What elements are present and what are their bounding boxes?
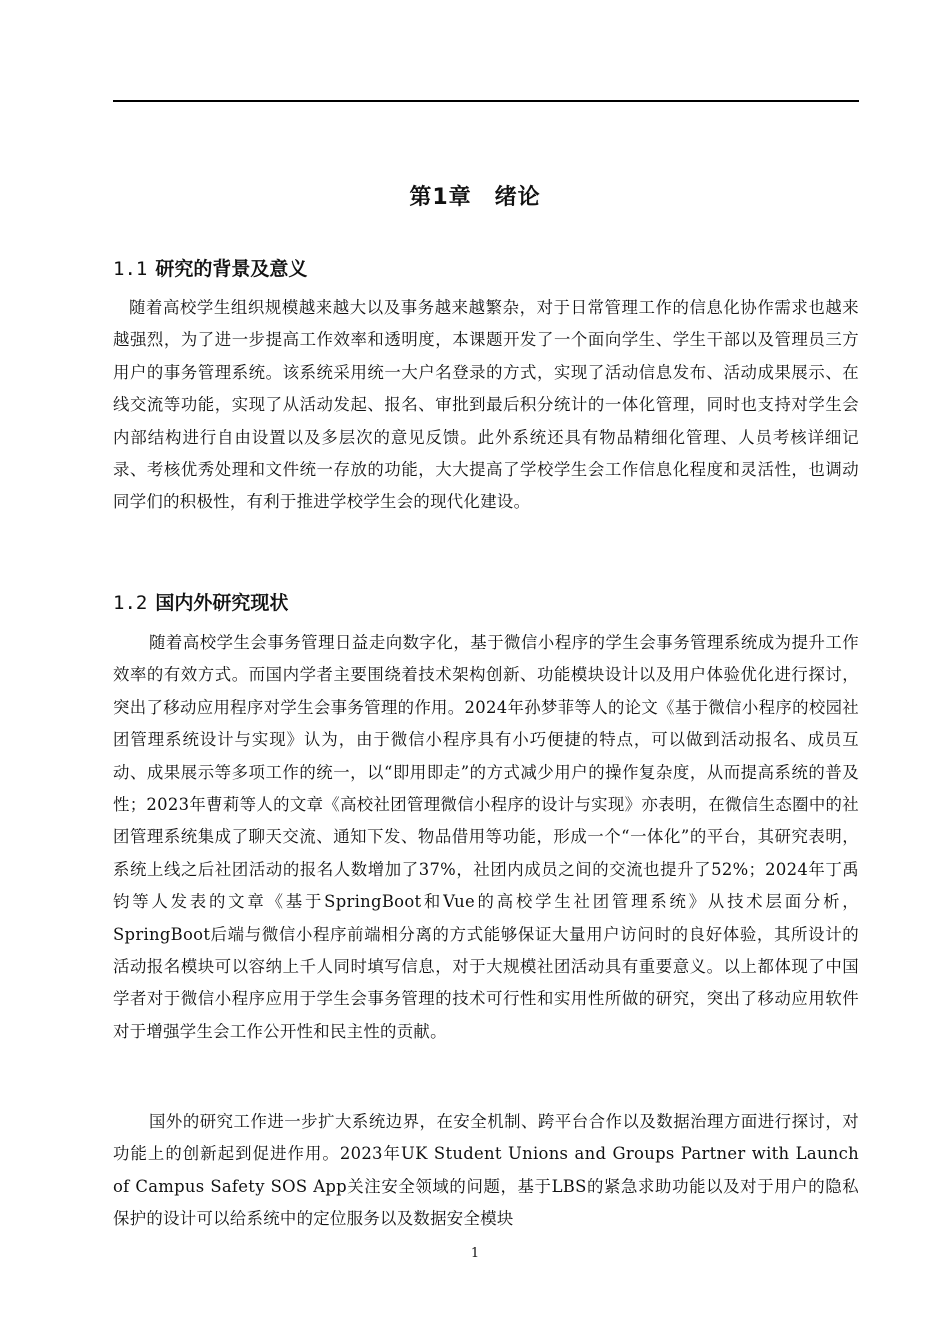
section-number: 1.2 xyxy=(113,592,148,614)
paragraph-domestic-research: 随着高校学生会事务管理日益走向数字化，基于微信小程序的学生会事务管理系统成为提升工作效率的有效方式。而国内学者主要围绕着技术架构创新、功能模块设计以及用户体验优化进行探讨，突出了移动应用程序对学生会事务管理的作用。2024年孙梦菲等人的论文《基于微信小程序的校园社团管理系统设计与实现》认为，由于微信小程序具有小巧便捷的特点，可以做到活动报名、成员互动、成果展示等多项工作的统一，以“即用即走”的方式减少用户的操作复杂度，从而提高系统的普及性；2023年曹莉等人的文章《高校社团管理微信小程序的设计与实现》亦表明，在微信生态圈中的社团管理系统集成了聊天交流、通知下发、物品借用等功能，形成一个“一体化”的平台，其研究表明，系统上线之后社团活动的报名人数增加了37%，社团内成员之间的交流也提升了52%；2024年丁禹钧等人发表的文章《基于SpringBoot和Vue的高校学生社团管理系统》从技术层面分析，SpringBoot后端与微信小程序前端相分离的方式能够保证大量用户访问时的良好体验，其所设计的活动报名模块可以容纳上千人同时填写信息，对于大规模社团活动具有重要意义。以上都体现了中国学者对于微信小程序应用于学生会事务管理的技术可行性和实用性所做的研究，突出了移动应用软件对于增强学生会工作公开性和民主性的贡献。 xyxy=(113,633,859,1041)
section-heading-1-2 xyxy=(113,588,288,615)
chapter-title: 第1章 绪论 xyxy=(409,185,541,210)
paragraph-foreign-research: 国外的研究工作进一步扩大系统边界，在安全机制、跨平台合作以及数据治理方面进行探讨，对功能上的创新起到促进作用。2023年UK Student Unions and Groups Partner with Launch of Campus Safety SOS App关注安全领域的问题，基于LBS的紧急求助功能以及对于用户的隐私保护的设计可以给系统中的定位服务以及数据安全模块 xyxy=(113,1112,859,1229)
page-number: 1 xyxy=(470,1246,480,1261)
section-heading-1-1 xyxy=(113,254,307,281)
section-title: 研究的背景及意义 xyxy=(155,258,308,280)
header-rule xyxy=(113,100,859,102)
section-title: 国内外研究现状 xyxy=(155,592,289,614)
paragraph-background: 随着高校学生组织规模越来越大以及事务越来越繁杂，对于日常管理工作的信息化协作需求也越来越强烈，为了进一步提高工作效率和透明度，本课题开发了一个面向学生、学生干部以及管理员三方用户的事务管理系统。该系统采用统一大户名登录的方式，实现了活动信息发布、活动成果展示、在线交流等功能，实现了从活动发起、报名、审批到最后积分统计的一体化管理，同时也支持对学生会内部结构进行自由设置以及多层次的意见反馈。此外系统还具有物品精细化管理、人员考核详细记录、考核优秀处理和文件统一存放的功能，大大提高了学校学生会工作信息化程度和灵活性，也调动同学们的积极性，有利于推进学校学生会的现代化建设。 xyxy=(113,298,859,512)
section-number: 1.1 xyxy=(113,258,148,280)
